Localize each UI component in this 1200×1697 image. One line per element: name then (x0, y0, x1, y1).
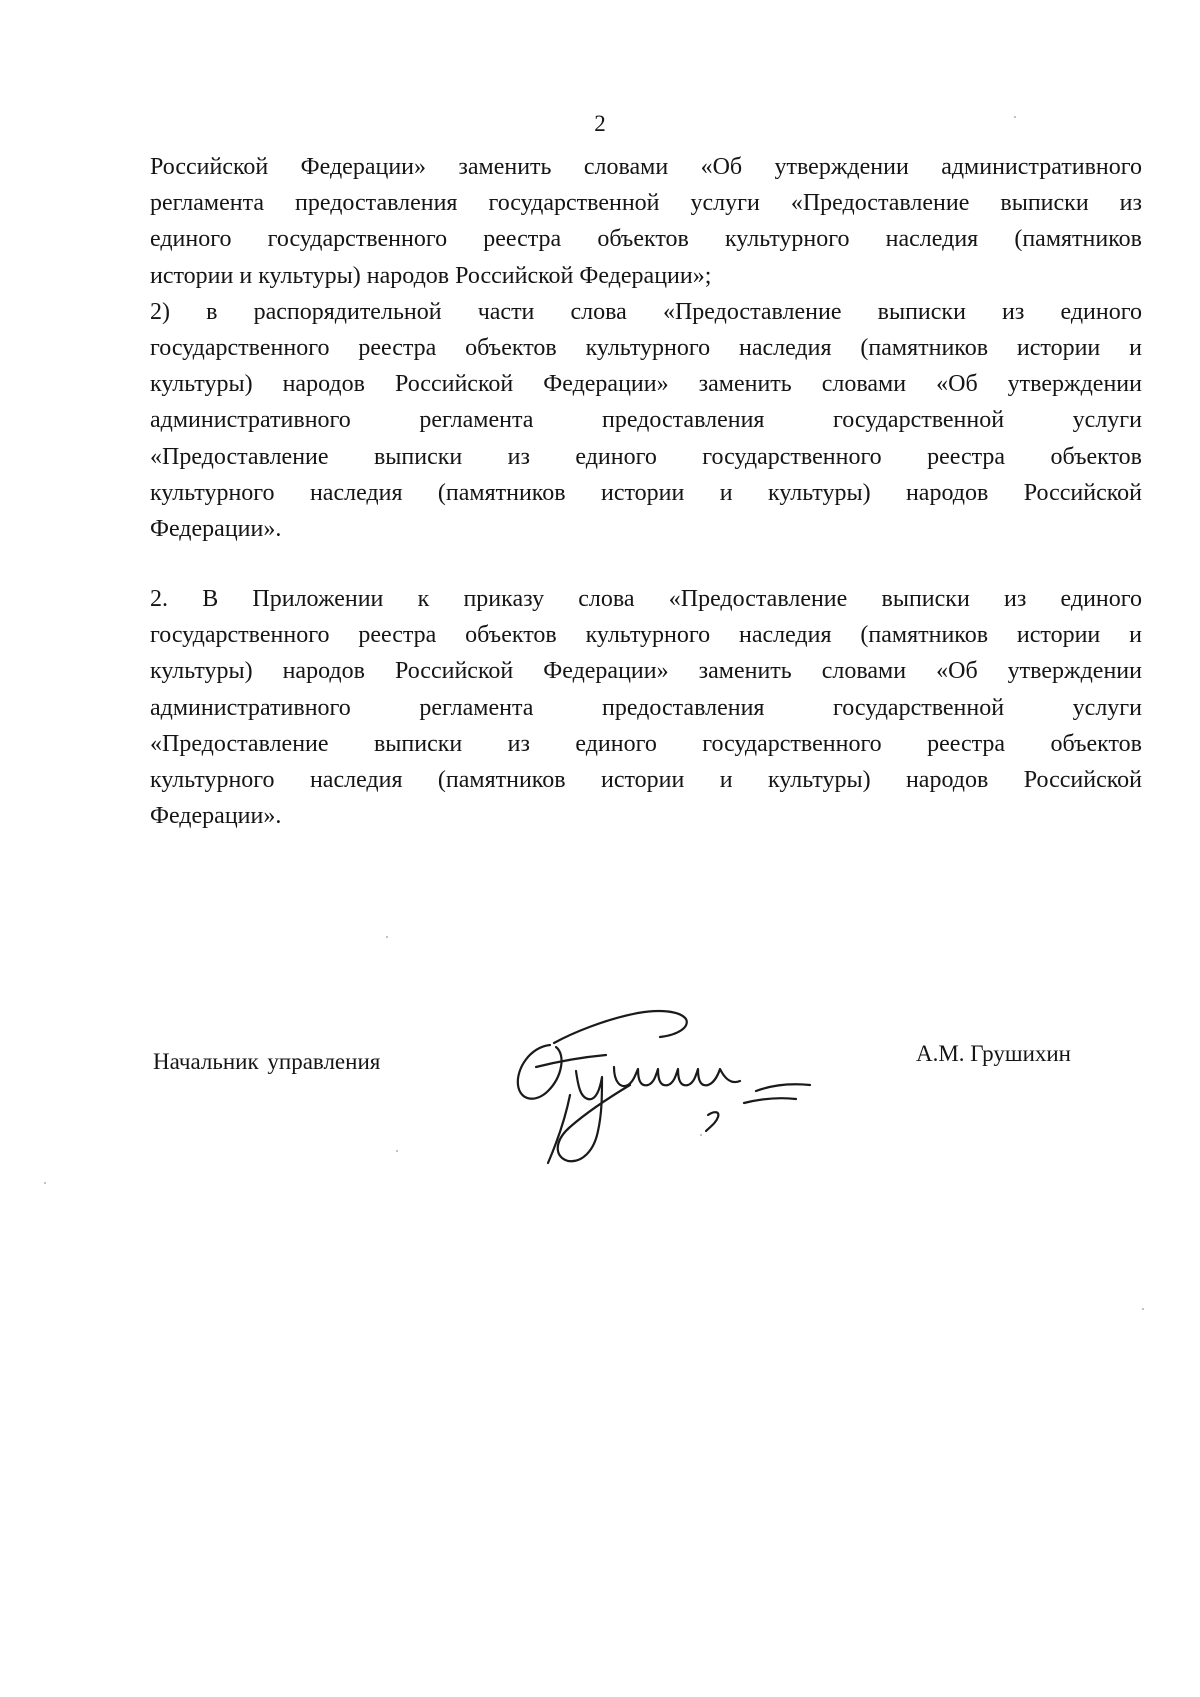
scan-speck (44, 1182, 46, 1184)
signatory-name: А.М. Грушихин (916, 1041, 1071, 1066)
text-line: административного регламента предоставления государственной услуги (150, 407, 1142, 434)
scan-speck (1142, 1308, 1144, 1310)
handwritten-signature (510, 985, 870, 1170)
text-line: Федерации». (150, 803, 282, 830)
text-line: административного регламента предоставления государственной услуги (150, 694, 1142, 721)
paragraph-amendment-1 (150, 149, 1142, 547)
text-line: «Предоставление выписки из единого государственного реестра объектов (150, 443, 1142, 470)
text-line: культурного наследия (памятников истории и культуры) народов Российской (150, 767, 1142, 794)
text-line: 2) в распорядительной части слова «Предоставление выписки из единого (150, 298, 1142, 325)
text-line: «Предоставление выписки из единого государственного реестра объектов (150, 730, 1142, 757)
scan-speck (386, 936, 388, 938)
page-number: 2 (594, 111, 606, 136)
text-line: культуры) народов Российской Федерации» заменить словами «Об утверждении (150, 371, 1142, 398)
scan-speck (700, 1134, 702, 1136)
text-line: истории и культуры) народов Российской Федерации»; (150, 262, 712, 289)
scan-speck (396, 1150, 398, 1152)
paragraph-amendment-2 (150, 581, 1142, 834)
text-line: культурного наследия (памятников истории и культуры) народов Российской (150, 479, 1142, 506)
signatory-position: Начальник управления (153, 1049, 381, 1074)
text-line: государственного реестра объектов культурного наследия (памятников истории и (150, 335, 1142, 362)
text-line: 2. В Приложении к приказу слова «Предоставление выписки из единого (150, 586, 1142, 612)
text-line: Федерации». (150, 516, 282, 543)
text-line: единого государственного реестра объектов культурного наследия (памятников (150, 226, 1142, 253)
text-line: культуры) народов Российской Федерации» заменить словами «Об утверждении (150, 658, 1142, 685)
text-line: Российской Федерации» заменить словами «Об утверждении административного (150, 154, 1142, 180)
text-line: государственного реестра объектов культурного наследия (памятников истории и (150, 622, 1142, 649)
scan-speck (1014, 116, 1016, 118)
text-line: регламента предоставления государственной услуги «Предоставление выписки из (150, 190, 1142, 217)
